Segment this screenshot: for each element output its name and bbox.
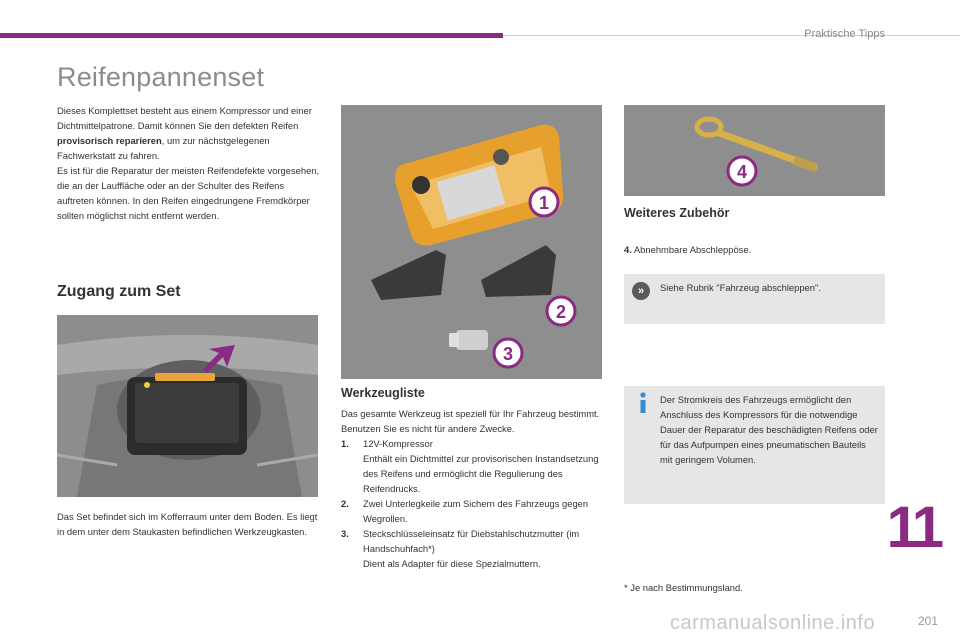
kit-photo xyxy=(341,105,602,379)
intro-text-part1: Dieses Komplettset besteht aus einem Kompressor und einer Dichtmittelpatrone. Damit können Sie den defekten Reifen xyxy=(57,105,312,131)
list-item-text: Steckschlüsseleinsatz für Diebstahlschutzmutter (im Handschuhfach*) xyxy=(363,528,580,554)
chapter-number: 11 xyxy=(886,495,940,560)
list-item-text: 12V-Kompressor xyxy=(363,438,433,449)
refer-box xyxy=(624,274,885,324)
info-text: Der Stromkreis des Fahrzeugs ermöglicht den Anschluss des Kompressors für die notwendige Dauer der Reparatur des beschädigten Reifens oder für das Aufpumpen eines pneumatischen Bauteils mit geringem Volumen. xyxy=(660,394,878,465)
info-icon xyxy=(636,392,650,414)
info-box xyxy=(624,386,885,504)
intro-text-para2: Es ist für die Reparatur der meisten Reifendefekte vorgesehen, die an der Lauffläche oder an der Schulter des Reifens auftreten können. In den Reifen eingedrungene Fremdkörper sollten möglichst nicht entfernt werden. xyxy=(57,165,320,221)
svg-text:2: 2 xyxy=(555,302,567,322)
callout-2 xyxy=(547,297,575,325)
callout-3 xyxy=(494,339,522,367)
towing-eye-photo xyxy=(624,105,885,196)
tools-heading: Werkzeugliste xyxy=(341,386,425,400)
header-accent-bar xyxy=(0,33,503,38)
list-item-number: 3. xyxy=(341,528,349,539)
extras-heading: Weiteres Zubehör xyxy=(624,206,730,220)
access-text: Das Set befindet sich im Kofferraum unter dem Boden. Es liegt in dem unter dem Staukasten befindlichen Werkzeugkasten. xyxy=(57,511,318,537)
intro-text xyxy=(57,103,322,223)
list-item-text: Zwei Unterlegkeile zum Sichern des Fahrzeugs gegen Wegrollen. xyxy=(363,498,589,524)
list-item xyxy=(341,526,606,571)
svg-text:1: 1 xyxy=(538,193,550,213)
section-title: Praktische Tipps xyxy=(804,28,885,40)
refer-text: Siehe Rubrik "Fahrzeug abschleppen". xyxy=(660,282,821,293)
double-chevron-right-icon: » xyxy=(632,282,650,300)
watermark: carmanualsonline.info xyxy=(670,612,876,634)
callout-1 xyxy=(530,188,558,216)
tools-list xyxy=(341,406,606,571)
callout-4 xyxy=(728,157,756,185)
svg-text:3: 3 xyxy=(502,344,514,364)
list-item-number: 1. xyxy=(341,438,349,449)
tools-intro: Das gesamte Werkzeug ist speziell für Ihr Fahrzeug bestimmt. Benutzen Sie es nicht für andere Zwecke. xyxy=(341,408,600,434)
svg-text:4: 4 xyxy=(736,162,748,182)
list-item-subtext: Dient als Adapter für diese Spezialmuttern. xyxy=(363,558,541,569)
trunk-photo xyxy=(57,315,318,497)
socket-adapter xyxy=(449,330,488,350)
footnote: * Je nach Bestimmungsland. xyxy=(624,582,743,593)
page-number: 201 xyxy=(917,614,938,628)
page-title: Reifenpannenset xyxy=(57,62,265,92)
extras-item xyxy=(624,242,884,257)
extras-item-number: 4. xyxy=(624,244,632,255)
list-item-subtext: Enthält ein Dichtmittel zur provisorischen Instandsetzung des Reifens und ermöglicht die Regulierung des Reifendrucks. xyxy=(363,453,599,494)
access-heading: Zugang zum Set xyxy=(57,283,181,300)
header-rule xyxy=(503,35,960,36)
intro-text-bold: provisorisch reparieren xyxy=(57,135,162,146)
list-item xyxy=(341,496,606,526)
list-item-number: 2. xyxy=(341,498,349,509)
list-item xyxy=(341,436,606,496)
intro-text-part2: , um zur nächstgelegenen Fachwerkstatt zu fahren. xyxy=(57,135,270,161)
extras-item-text: Abnehmbare Abschleppöse. xyxy=(633,244,752,255)
